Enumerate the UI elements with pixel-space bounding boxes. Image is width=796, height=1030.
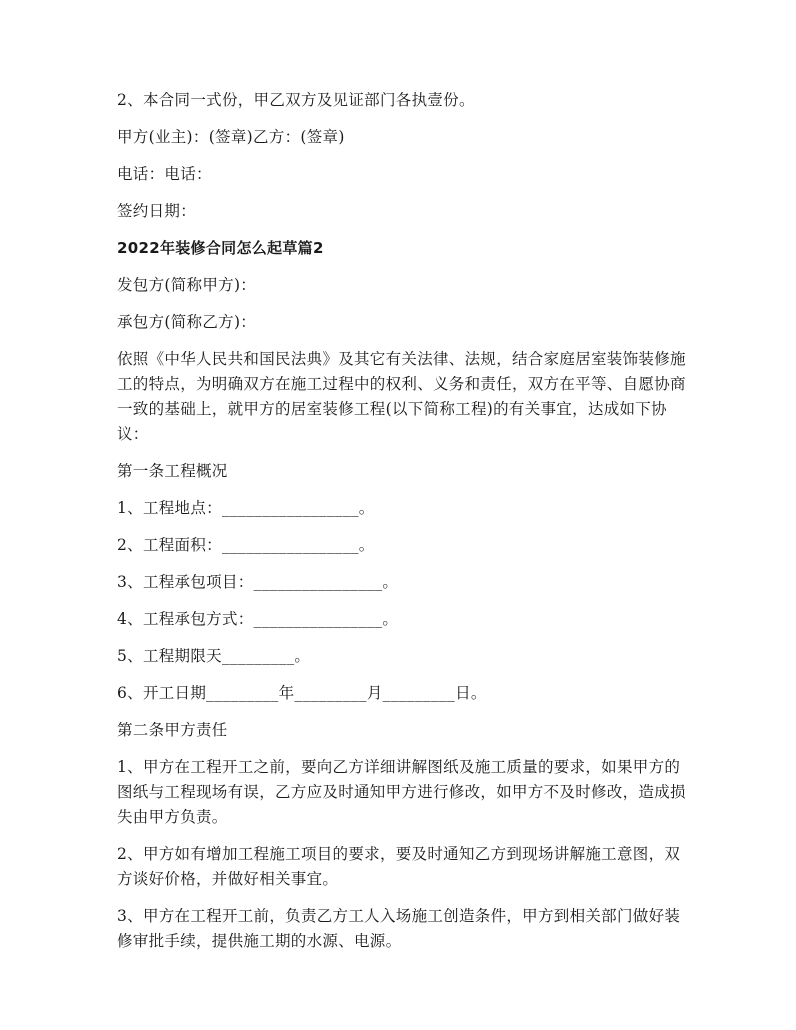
paragraph-signing-date: 签约日期： [117, 202, 197, 220]
article-1-item-3: 3、工程承包项目：________________。 [117, 573, 399, 591]
article-2-item-2: 2、甲方如有增加工程施工项目的要求，要及时通知乙方到现场讲解施工意图，双方谈好价格，并做好相关事宜。 [117, 845, 681, 888]
article-1-title: 第一条工程概况 [117, 462, 228, 480]
article-2-title: 第二条甲方责任 [117, 721, 228, 739]
paragraph-contractor: 承包方(简称乙方)： [117, 313, 257, 331]
section-heading: 2022年装修合同怎么起草篇2 [117, 239, 324, 257]
article-1-item-2: 2、工程面积：_________________。 [117, 536, 375, 554]
paragraph-contractor-issuer: 发包方(简称甲方)： [117, 276, 257, 294]
article-1-item-1: 1、工程地点：_________________。 [117, 499, 375, 517]
paragraph-copies: 2、本合同一式份，甲乙双方及见证部门各执壹份。 [117, 91, 475, 109]
paragraph-phone: 电话：电话： [117, 165, 212, 183]
document-page [117, 88, 687, 966]
paragraph-preamble: 依照《中华人民共和国民法典》及其它有关法律、法规，结合家庭居室装饰装修施工的特点，为明确双方在施工过程中的权利、义务和责任，双方在平等、自愿协商一致的基础上，就甲方的居室装修工程(以下简称工程)的有关事宜，达成如下协议： [117, 350, 686, 443]
article-2-item-3: 3、甲方在工程开工前，负责乙方工人入场施工创造条件，甲方到相关部门做好装修审批手续，提供施工期的水源、电源。 [117, 907, 681, 950]
article-1-item-6: 6、开工日期_________年_________月_________日。 [117, 684, 487, 702]
article-2-item-1: 1、甲方在工程开工之前，要向乙方详细讲解图纸及施工质量的要求，如果甲方的图纸与工程现场有误，乙方应及时通知甲方进行修改，如甲方不及时修改，造成损失由甲方负责。 [117, 758, 686, 826]
article-1-item-4: 4、工程承包方式：________________。 [117, 610, 399, 628]
paragraph-party-a-signature: 甲方(业主)：(签章)乙方：(签章) [117, 128, 345, 146]
article-1-item-5: 5、工程期限天_________。 [117, 647, 311, 665]
